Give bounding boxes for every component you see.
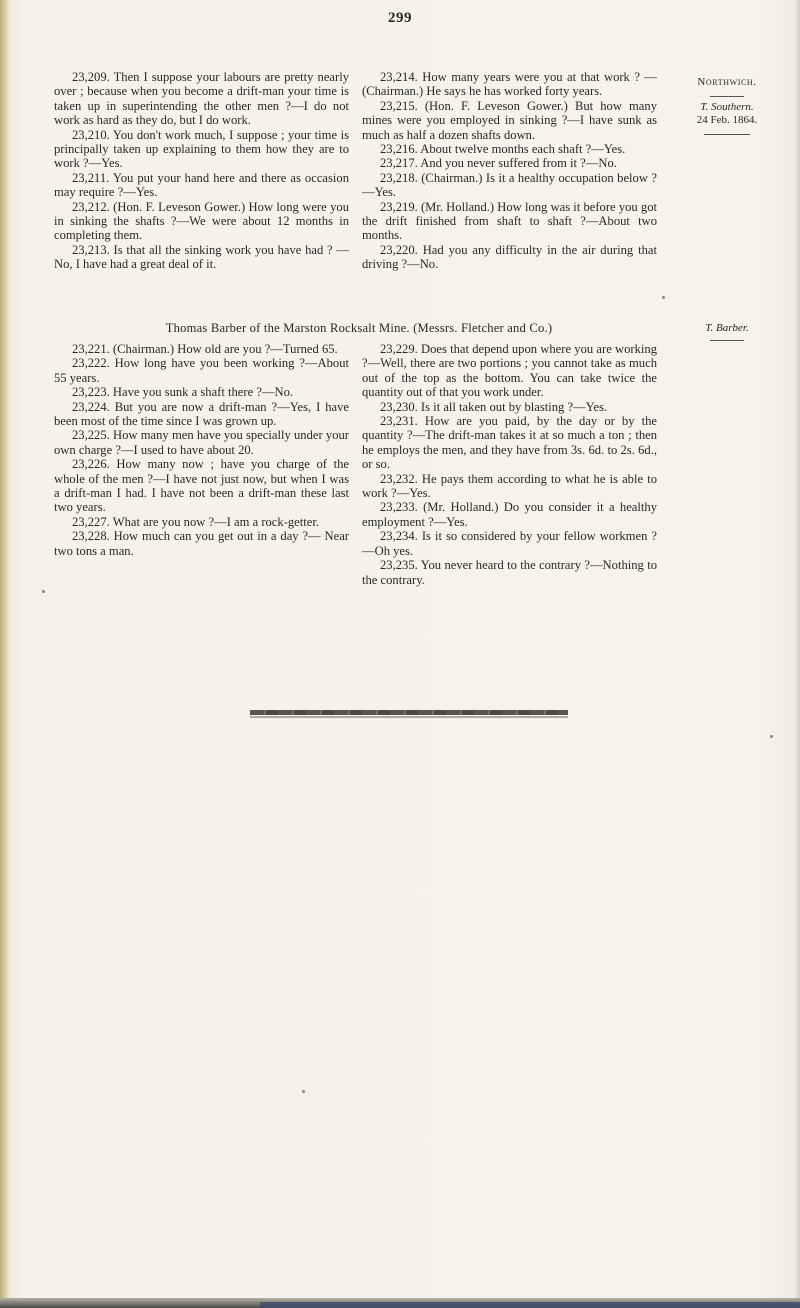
paragraph: 23,228. How much can you get out in a day ?— Near two tons a man. — [54, 529, 349, 558]
paragraph: 23,230. Is it all taken out by blasting ?—Yes. — [380, 399, 608, 414]
page-gutter-shadow — [0, 0, 10, 1308]
paragraph: 23,232. He pays them according to what he is able to work ?—Yes. — [362, 471, 657, 501]
column-3 — [54, 342, 349, 558]
paragraph: 23,223. Have you sunk a shaft there ?—No. — [72, 385, 294, 400]
column-2 — [362, 70, 657, 272]
paper-speck — [770, 735, 773, 738]
margin-note-witness: T. Southern. — [700, 100, 754, 113]
paragraph: 23,216. About twelve months each shaft ?—Yes. — [380, 142, 626, 157]
margin-note-location — [668, 76, 786, 135]
paragraph: 23,217. And you never suffered from it ?—No. — [380, 156, 617, 171]
paragraph: 23,213. Is that all the sinking work you have had ? —No, I have had a great deal of it. — [54, 242, 349, 272]
paragraph: 23,233. (Mr. Holland.) Do you consider it a healthy employment ?—Yes. — [362, 500, 657, 529]
paragraph: 23,212. (Hon. F. Leveson Gower.) How long were you in sinking the shafts ?—We were about 12 months in completing them. — [54, 199, 349, 243]
scan-bottom-edge-tint — [260, 1302, 800, 1308]
column-4 — [362, 342, 657, 587]
margin-note-place: Northwich. — [697, 76, 757, 88]
paragraph: 23,220. Had you any difficulty in the air during that driving ?—No. — [362, 242, 657, 272]
paragraph: 23,210. You don't work much, I suppose ; your time is principally taken up explaining to them how they are to work ?—Yes. — [54, 127, 349, 171]
paragraph: 23,221. (Chairman.) How old are you ?—Turned 65. — [72, 342, 338, 356]
paper-speck — [662, 296, 665, 299]
paragraph: 23,222. How long have you been working ?—About 55 years. — [54, 356, 349, 385]
paper-speck — [42, 590, 45, 593]
paper-speck — [302, 1090, 305, 1093]
paragraph: 23,218. (Chairman.) Is it a healthy occupation below ?—Yes. — [362, 170, 657, 200]
margin-rule — [710, 96, 744, 97]
paragraph: 23,209. Then I suppose your labours are pretty nearly over ; because when you become a drift-man your time is taken up in superintending the other men ?—I do not work as hard as they do, but I do work. — [54, 70, 349, 128]
printers-rule-underline — [250, 716, 568, 718]
printers-rule — [250, 710, 568, 715]
paragraph: 23,225. How many men have you specially under your own charge ?—I used to have about 20. — [54, 428, 349, 457]
paragraph: 23,229. Does that depend upon where you are working ?—Well, there are two portions ; you cannot take as much out of the top as the bottom. You can take twice the quantity out of that you work under. — [362, 342, 657, 400]
paragraph: 23,214. How many years were you at that work ? —(Chairman.) He says he has worked forty years. — [362, 70, 657, 99]
witness-heading: Thomas Barber of the Marston Rocksalt Mine. (Messrs. Fletcher and Co.) — [165, 321, 553, 335]
paragraph: 23,234. Is it so considered by your fellow workmen ?—Oh yes. — [362, 529, 657, 558]
margin-rule — [710, 340, 744, 341]
paragraph: 23,235. You never heard to the contrary ?—Nothing to the contrary. — [362, 558, 657, 587]
margin-note-date: 24 Feb. 1864. — [696, 114, 758, 126]
paragraph: 23,224. But you are now a drift-man ?—Yes, I have been most of the time since I was grown up. — [54, 399, 349, 429]
paragraph: 23,226. How many now ; have you charge of the whole of the men ?—I have not just now, but when I was a drift-man I had. I have not been a drift-man these last two years. — [54, 457, 349, 515]
page-number: 299 — [388, 10, 412, 26]
paragraph: 23,227. What are you now ?—I am a rock-getter. — [72, 514, 320, 529]
paragraph: 23,211. You put your hand here and there as occasion may require ?—Yes. — [54, 170, 349, 200]
paragraph: 23,231. How are you paid, by the day or by the quantity ?—The drift-man takes it at so much a ton ; then he employs the men, and they have from 3s. 6d. to 2s. 6d., or so. — [362, 414, 657, 472]
margin-rule — [704, 134, 750, 135]
margin-note-witness-2 — [668, 322, 786, 345]
paragraph: 23,215. (Hon. F. Leveson Gower.) But how many mines were you employed in sinking ?—I have sunk as much as half a dozen shafts down. — [362, 98, 657, 142]
page-edge-shadow — [794, 0, 800, 1308]
margin-note-witness: T. Barber. — [705, 322, 749, 334]
paragraph: 23,219. (Mr. Holland.) How long was it before you got the drift finished from shaft to shaft ?—About two months. — [362, 199, 657, 243]
column-1 — [54, 70, 349, 272]
